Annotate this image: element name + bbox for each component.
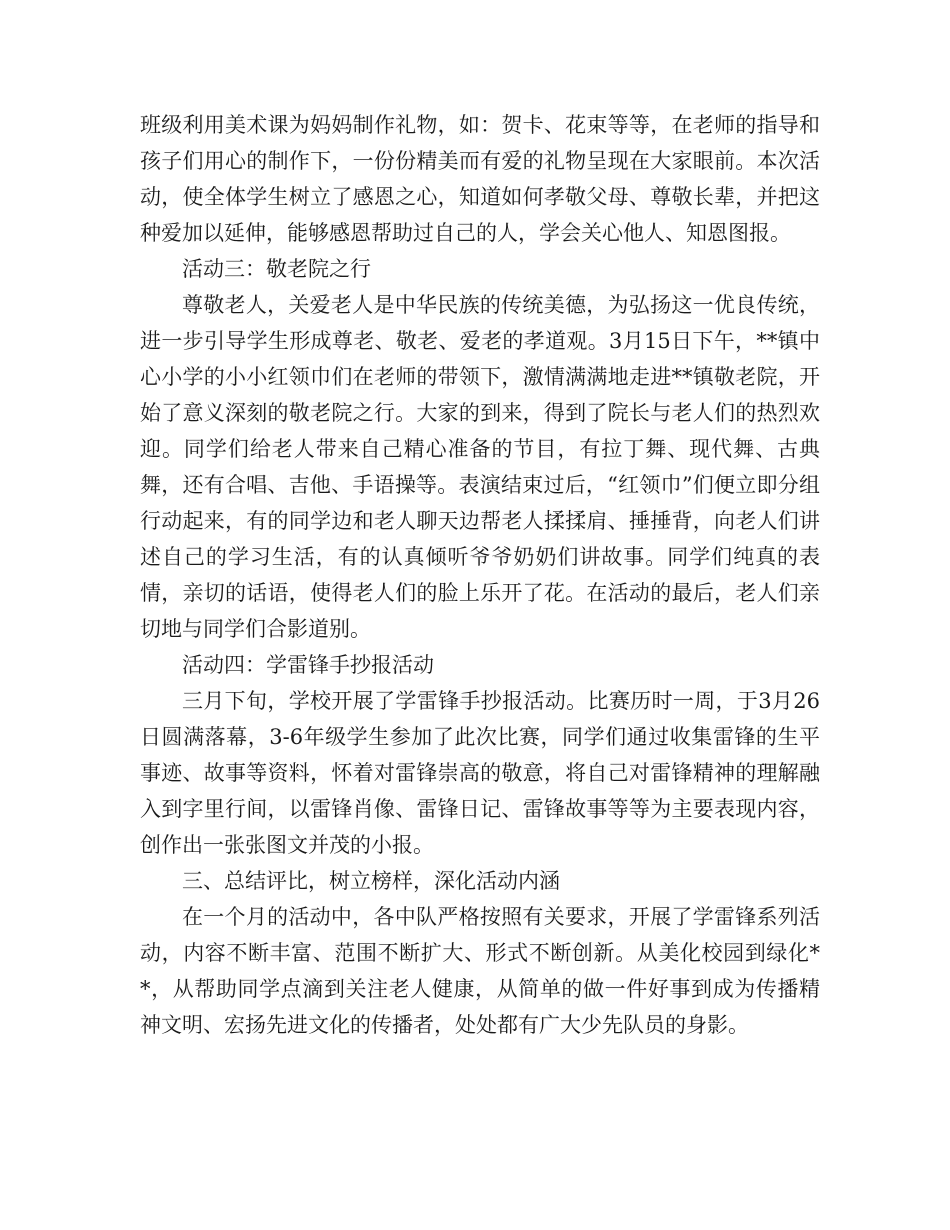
paragraph-gift-making: 班级利用美术课为妈妈制作礼物，如：贺卡、花束等等，在老师的指导和孩子们用心的制作下，一份份精美而有爱的礼物呈现在大家眼前。本次活动，使全体学生树立了感恩之心，知道如何孝敬父母、尊敬长辈，并把这种爱加以延伸，能够感恩帮助过自己的人，学会关心他人、知恩图报。 bbox=[140, 113, 820, 245]
paragraph-nursing-home-visit: 尊敬老人，关爱老人是中华民族的传统美德，为弘扬这一优良传统，进一步引导学生形成尊老、敬老、爱老的孝道观。3月15日下午，**镇中心小学的小小红领巾们在老师的带领下，激情满满地走进**镇敬老院，开始了意义深刻的敬老院之行。大家的到来，得到了院长与老人们的热烈欢迎。同学们给老人带来自己精心准备的节目，有拉丁舞、现代舞、古典舞，还有合唱、吉他、手语操等。表演结束过后，“红领巾”们便立即分组行动起来，有的同学边和老人聊天边帮老人揉揉肩、捶捶背，向老人们讲述自己的学习生活，有的认真倾听爷爷奶奶们讲故事。同学们纯真的表情，亲切的话语，使得老人们的脸上乐开了花。在活动的最后，老人们亲切地与同学们合影道别。 bbox=[140, 293, 820, 641]
paragraph-handwritten-newspaper: 三月下旬，学校开展了学雷锋手抄报活动。比赛历时一周，于3月26日圆满落幕，3-6年级学生参加了此次比赛，同学们通过收集雷锋的生平事迹、故事等资料，怀着对雷锋崇高的敬意，将自己对雷锋精神的理解融入到字里行间，以雷锋肖像、雷锋日记、雷锋故事等等为主要表现内容，创作出一张张图文并茂的小报。 bbox=[140, 689, 820, 857]
heading-section-three: 三、总结评比，树立榜样，深化活动内涵 bbox=[182, 869, 560, 893]
heading-activity-three: 活动三：敬老院之行 bbox=[182, 257, 371, 281]
document-page bbox=[140, 107, 820, 1043]
paragraph-summary: 在一个月的活动中，各中队严格按照有关要求，开展了学雷锋系列活动，内容不断丰富、范围不断扩大、形式不断创新。从美化校园到绿化**，从帮助同学点滴到关注老人健康，从简单的做一件好事到成为传播精神文明、宏扬先进文化的传播者，处处都有广大少先队员的身影。 bbox=[140, 905, 820, 1037]
heading-activity-four: 活动四：学雷锋手抄报活动 bbox=[182, 653, 434, 677]
